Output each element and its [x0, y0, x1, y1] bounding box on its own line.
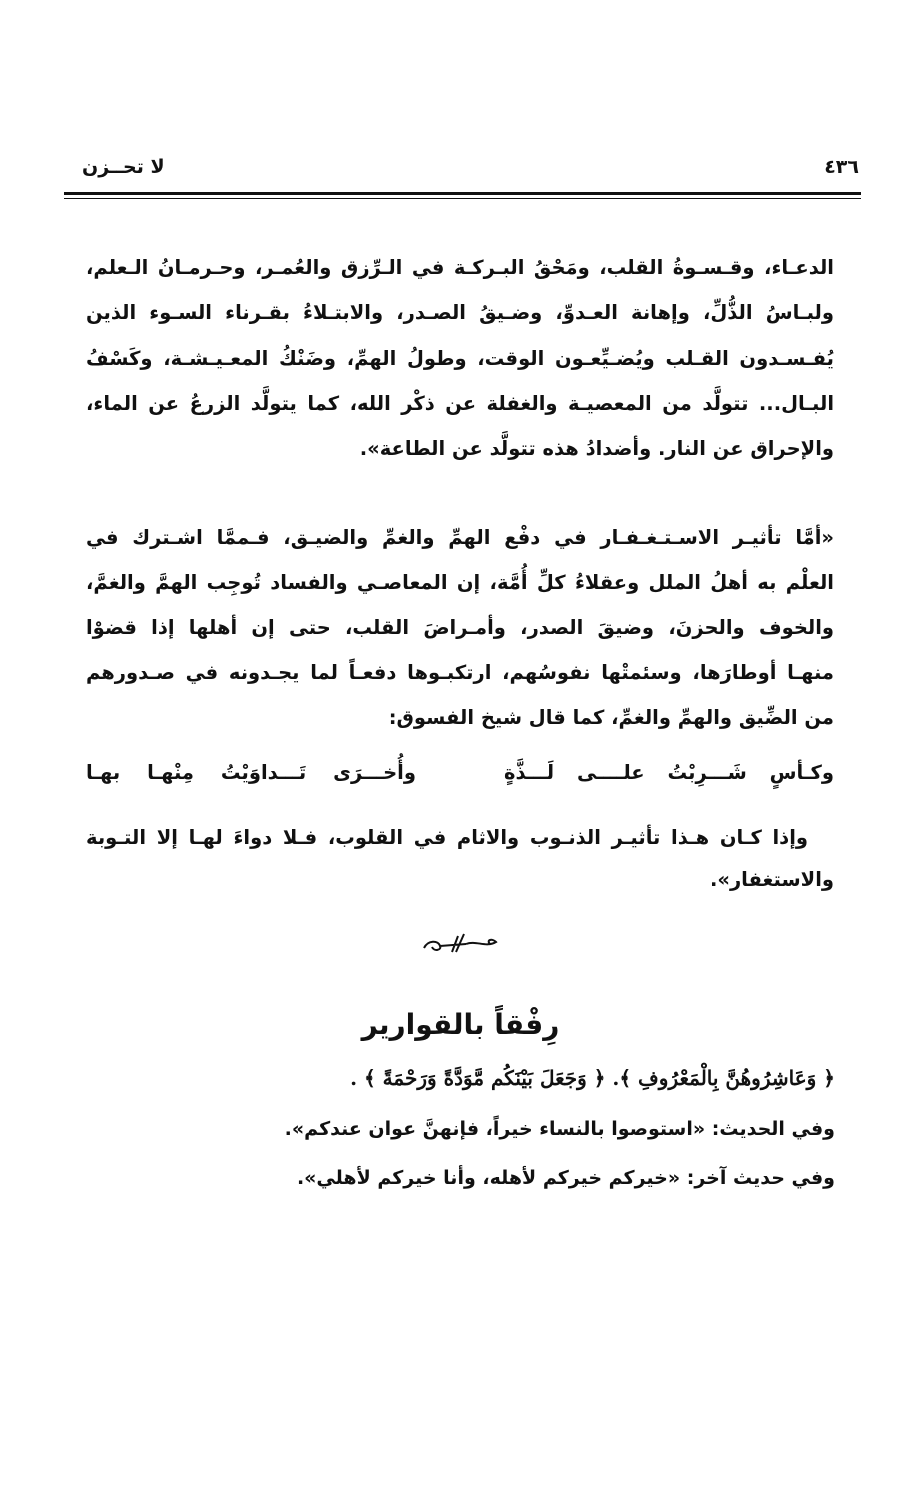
text-line: العلْم به أهلُ الملل وعقلاءُ كلِّ أُمَّة، إن المعاصـي والفساد تُوجِب الهمَّ والغمَّ، — [86, 571, 834, 594]
hadith-line-2: وفي حديث آخر: «خيركم خيركم لأهله، وأنا خيركم لأهلي». — [296, 1167, 835, 1189]
text-line: والخوف والحزنَ، وضيقَ الصدر، وأمـراضَ القلب، حتى إن أهلها إذا قضوْا — [86, 616, 834, 639]
text-line: يُفـسـدون القـلب ويُضـيِّعـون الوقت، وطولُ الهمِّ، وضَنْكُ المعـيـشـة، وكَسْفُ — [86, 347, 834, 370]
text-line: منهـا أوطارَها، وسئمتْها نفوسُهم، ارتكبـوها دفعـاً لما يجـدونه في صـدورهم — [86, 661, 834, 684]
section-title: رِفْقاً بالقوارير — [361, 1008, 560, 1041]
text-line: ولبـاسُ الذُّلِّ، وإهانة العـدوِّ، وضـيقُ الصـدر، والابتـلاءُ بقـرناء السـوء الذين — [86, 301, 834, 324]
header-rule-thin — [64, 198, 861, 199]
running-title: لا تحــزن — [82, 156, 165, 178]
header-rule-thick — [64, 192, 861, 195]
text-line: والاستغفار». — [709, 868, 834, 891]
text-line: «أمَّا تأثيـر الاسـتـغـفـار في دفْع الهمِّ والغمِّ والضيـق، فـممَّا اشـترك في — [86, 526, 834, 549]
hadith-line-1: وفي الحديث: «استوصوا بالنساء خيراً، فإنهنَّ عوان عندكم». — [284, 1118, 835, 1140]
text-line: من الضِّيق والهمِّ والغمِّ، كما قال شيخ الفسوق: — [388, 706, 834, 729]
verse-second-hemistich: وأُخـــرَى تَـــداوَيْتُ مِنْهـا بهـا — [86, 761, 416, 784]
ornament-divider-icon — [420, 930, 500, 960]
verse-first-hemistich: وكـأسٍ شَـــرِبْتُ علــــى لَـــذَّةٍ — [504, 761, 834, 784]
page-number: ٤٣٦ — [824, 156, 859, 178]
text-line: والإحراق عن النار. وأضدادُ هذه تتولَّد عن الطاعة». — [359, 437, 834, 460]
text-line: البـال... تتولَّد من المعصيـة والغفلة عن ذكْر الله، كما يتولَّد الزرعُ عن الماء، — [86, 392, 834, 415]
quran-verse: ﴿ وَعَاشِرُوهُنَّ بِالْمَعْرُوفِ ﴾. ﴿ وَجَعَلَ بَيْنَكُم مَّوَدَّةً وَرَحْمَةً ﴾ . — [350, 1066, 835, 1090]
poetry-verse — [86, 758, 834, 788]
text-line: وإذا كـان هـذا تأثيـر الذنـوب والاثام في القلوب، فـلا دواءَ لهـا إلا التـوبة — [86, 826, 808, 849]
text-line: الدعـاء، وقـسـوةُ القلب، ومَحْقُ البـركـة في الـرِّزق والعُمـر، وحـرمـانُ الـعلم، — [86, 256, 834, 279]
